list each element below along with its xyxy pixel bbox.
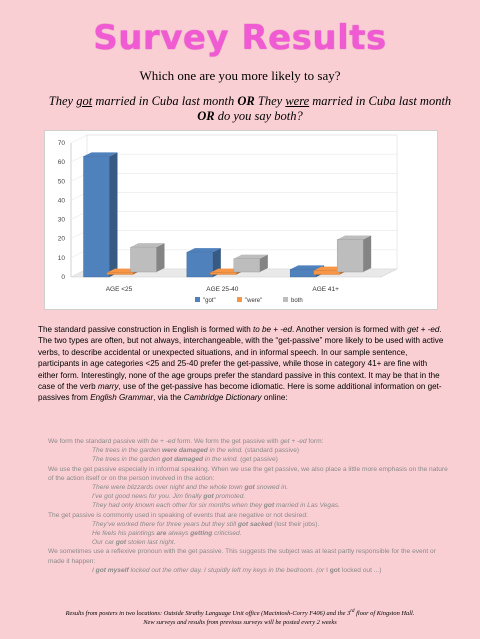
bar [187, 252, 213, 277]
legend-swatch [195, 297, 200, 302]
example-line: The trees in the garden got damaged in the wind. (get passive) [92, 456, 278, 464]
y-tick-label: 60 [57, 159, 65, 167]
bar-side [157, 243, 165, 272]
survey-chart [44, 130, 438, 310]
bar [107, 273, 133, 275]
ref-line: The get passive is commonly used in speaking of events that are negative or not desired: [48, 511, 308, 519]
example-line: There were blizzards over night and the whole town got snowed in. [92, 484, 289, 492]
ref-line: We sometimes use a reflexive pronoun with the get passive. This suggests the subject was at least partly responsible for the event or made it happen: [48, 548, 436, 565]
gridline-diagonal [71, 135, 87, 143]
example-line: The trees in the garden were damaged in the wind. (standard passive) [92, 447, 300, 455]
y-tick-label: 0 [61, 274, 65, 281]
example-line: I got myself locked out the other day. I stupidly left my keys in the bedroom. (or I got locked out ...) [92, 566, 382, 574]
bar [234, 259, 260, 272]
bar [210, 273, 236, 275]
x-tick-label: AGE 41+ [312, 286, 339, 293]
ref-line: We form the standard passive with be + -ed form. We form the get passive with get + -ed form: [48, 438, 324, 445]
y-tick-label: 70 [57, 140, 65, 147]
footer-line: Results from posters in two locations: Outside Strathy Language Unit office (Macintosh-Corry F406) and the 3rd floor of Kingston Hall. [65, 608, 415, 617]
example-line: He feels his paintings are always getting criticised. [92, 530, 242, 538]
footer-line: New surveys and results from previous surveys will be posted every 2 weeks [143, 619, 337, 626]
y-tick-label: 20 [57, 235, 65, 243]
grammar-reference [48, 437, 448, 575]
legend-label: both [291, 298, 303, 304]
bar-side [363, 235, 371, 272]
y-tick-label: 30 [57, 216, 65, 224]
survey-question: Which one are you more likely to say? [139, 68, 341, 83]
bar-side [110, 152, 118, 277]
footer-note [20, 609, 460, 627]
x-tick-label: AGE <25 [105, 286, 133, 293]
bar-chart-svg [45, 131, 439, 311]
bar [290, 269, 316, 277]
y-tick-label: 50 [57, 178, 65, 186]
example-line: I’ve got good news for you. Jim finally got promoted. [92, 493, 246, 501]
legend-label: "were" [245, 298, 263, 304]
example-line: They’ve worked there for three years but they still got sacked (lost their jobs). [92, 520, 320, 528]
bar [337, 239, 363, 272]
example-line: They had only known each other for six months when they got married in Las Vegas. [92, 502, 340, 510]
bar [314, 271, 340, 275]
example-line: Our car got stolen last night. [92, 539, 176, 547]
legend-label: "got" [203, 298, 216, 304]
ref-line: We use the get passive especially in informal speaking. When we use the get passive, we also place a little more emphasis on the nature of the action itself or on the person involved in the action: [48, 465, 448, 482]
sample-sentences: They got married in Cuba last month OR They were married in Cuba last month OR do you say both? [48, 94, 452, 123]
x-tick-label: AGE 25-40 [206, 286, 239, 293]
bar [84, 156, 110, 277]
explanation-paragraph: The standard passive construction in English is formed with to be + -ed. Another version is formed with get + -ed. The two types are often, but not always, interchangeable, with the “get-passive” more likely to be used with active verbs, to describe accidental or unexpected situations, and in informal speech. In our sample sentence, participants in age categories <25 and 25-40 prefer the get-passive, while those in category 41+ are fine with either form. Interestingly, none of the age groups prefer the standard passive in this context. It may be that in the case of the verb marry, use of the get-passive has become idiomatic. Here is some additional information on get-passives from English Grammar, via the Cambridge Dictionary online: [38, 325, 444, 403]
legend-swatch [237, 297, 242, 302]
bar [131, 247, 157, 272]
y-tick-label: 10 [57, 254, 65, 262]
page-title: Survey Results [93, 18, 387, 58]
y-tick-label: 40 [57, 197, 65, 205]
legend-swatch [283, 297, 288, 302]
